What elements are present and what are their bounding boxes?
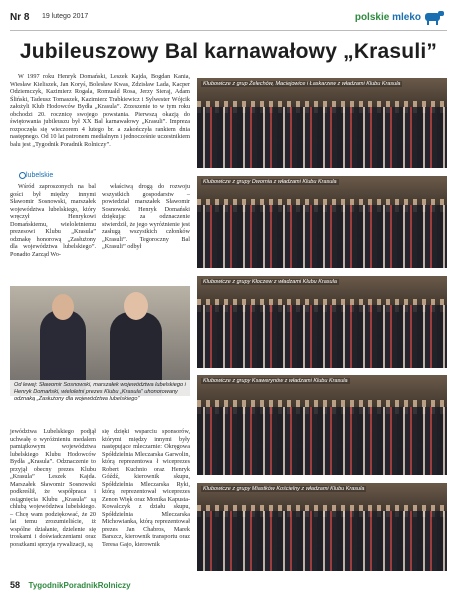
photo-crowd — [197, 407, 447, 475]
paragraph: właściwą drogą do rozwoju wszystkich gospodarstw – powiedział marszałek Sławomir Sosnowski. Henryk Domański dziękując za odznaczenie stwierdził, że jego wyróżnienie jest zasługą wszystkich członków „Krasuli”. Tegoroczny Bal „Krasuli” odbył — [102, 183, 190, 250]
group-photo — [197, 176, 447, 268]
photo-crowd — [197, 305, 447, 368]
page-number: 58 — [10, 580, 21, 590]
group-photo-caption: Klubowicze z grup Żelechów, Maciejowice i Łaskarzew z władzami Klubu Krasula — [203, 81, 401, 87]
region-icon — [19, 172, 26, 179]
brand-logo — [355, 12, 421, 23]
photo-crowd — [197, 511, 447, 571]
brand-word-2: mleko — [392, 12, 421, 23]
group-photo-caption: Klubowicze z grupy Miastków Kościelny z władzami Klubu Krasula — [203, 486, 365, 492]
issue-number: Nr 8 — [10, 12, 30, 23]
group-photo — [197, 375, 447, 475]
page-header — [10, 4, 447, 30]
publication-name: TygodnikPoradnikRolniczy — [28, 581, 131, 590]
person-face — [124, 292, 148, 320]
paragraph: się dzięki wsparciu sponsorów, którymi między innymi były następujące mleczarnie: Okręgowa Spółdzielnia Mleczarska Garwolin, którą reprezentowa ł wiceprezes Robert Kuchnio oraz Henryk Góźdź, kierownik skupu, Spółdzielnia Mleczarska Ryki, którą reprezentował wiceprezes Zenon Więk oraz Monika Kapusta-Kowalczyk z działu skupu, Spółdzielnia Mleczarska Michowianka, którą reprezentował prezes Jan Chabros, Marek Barszcz, kierownik transportu oraz Teresa Gajo, kierownik — [102, 428, 190, 548]
article-title: Jubileuszowy Bal karnawałowy „Krasuli” — [19, 40, 438, 63]
person-face — [52, 294, 74, 320]
cow-icon — [423, 9, 445, 25]
brand-word-1: polskie — [354, 12, 390, 23]
article-col-b — [102, 183, 190, 251]
paragraph: jewództwa Lubelskiego podjął uchwałę o wyróżnieniu medalem pamiątkowym województwa lubelskiego Klubu Hodowców Bydła „Krasula”. Odznaczenie to przyjął obecny prezes Klubu „Krasula” Leszek Kajda. Marszałek Sławomir Sosnowski podkreślił, że współpraca i osiągnięcia Klubu „Krasula” są chlubą województwa lubelskiego. – Chcę wam podziękować, że 20 lat temu zrozumieliście, iż wspólne działanie, dzielenie się troskami i doświadczeniami oraz porażkami sprzyja rywalizacji, są — [10, 428, 96, 548]
header-divider — [10, 30, 447, 31]
article-col-d — [102, 428, 190, 548]
region-tag: lubelskie — [26, 172, 54, 179]
award-photo-caption-box — [10, 380, 190, 422]
photo-crowd — [197, 205, 447, 268]
group-photo-caption: Klubowicze z grupy Dwornia z władzami Klubu Krasula — [203, 179, 337, 185]
article-col-c — [10, 428, 96, 548]
article-col-a — [10, 183, 96, 258]
group-photo-caption: Klubowicze z grupy Kłoczew z władzami Klubu Krasula — [203, 279, 337, 285]
page-footer — [10, 580, 131, 590]
group-photo-caption: Klubowicze z grupy Ksawerynów z władzami Klubu Krasula — [203, 378, 348, 384]
photo-crowd — [197, 107, 447, 168]
group-photo — [197, 483, 447, 571]
paragraph: Wśród zaproszonych na bal gości był między innymi Sławomir Sosnowski, marszałek województwa lubelskiego, który wręczył Henrykowi Domańskiemu, wieloletniemu prezesowi Klubu „Krasula” odznakę honorową „Zasłużony dla województwa lubelskiego”. Ponadto Zarząd Wo- — [10, 183, 96, 258]
intro-paragraph: W 1997 roku Henryk Domański, Leszek Kajda, Bogdan Kania, Wiesław Kieliszek, Jan Koryś, Bolesław Kwas, Zdzisław Lada, Kacper Odziemczyk, Kazimierz Rogala, Romuald Rosa, Jerzy Sieraj, Adam Śliński, Tadeusz Tomaszek, Kazimierz Trabkiewicz i Sylwester Wójcik założyli Klub Hodowców Bydła „Krasula”. Zrzeszenie to w tym roku obchodzi 20. rocznicę swojego powstania. Pierwszą okazją do świętowania jubileuszu był XX Bal karnawałowy „Krasuli”. Impreza rozpoczęła się wieczorem 4 lutego br. a zakończyła rankiem dnia następnego. Od 10 lat patronem medialnym i jednocześnie uczestnikiem balu jest „Tygodnik Poradnik Rolniczy”. — [10, 73, 190, 148]
award-photo-caption: Od lewej: Sławomir Sosnowski, marszałek województwa lubelskiego i Henryk Domański, wieloletni prezes Klubu „Krasula” uhonorowany odznaką „Zasłużony dla województwa lubelskiego” — [14, 382, 186, 402]
article-intro — [10, 73, 190, 148]
group-photo — [197, 78, 447, 168]
group-photo — [197, 276, 447, 368]
issue-date: 19 lutego 2017 — [42, 13, 89, 20]
